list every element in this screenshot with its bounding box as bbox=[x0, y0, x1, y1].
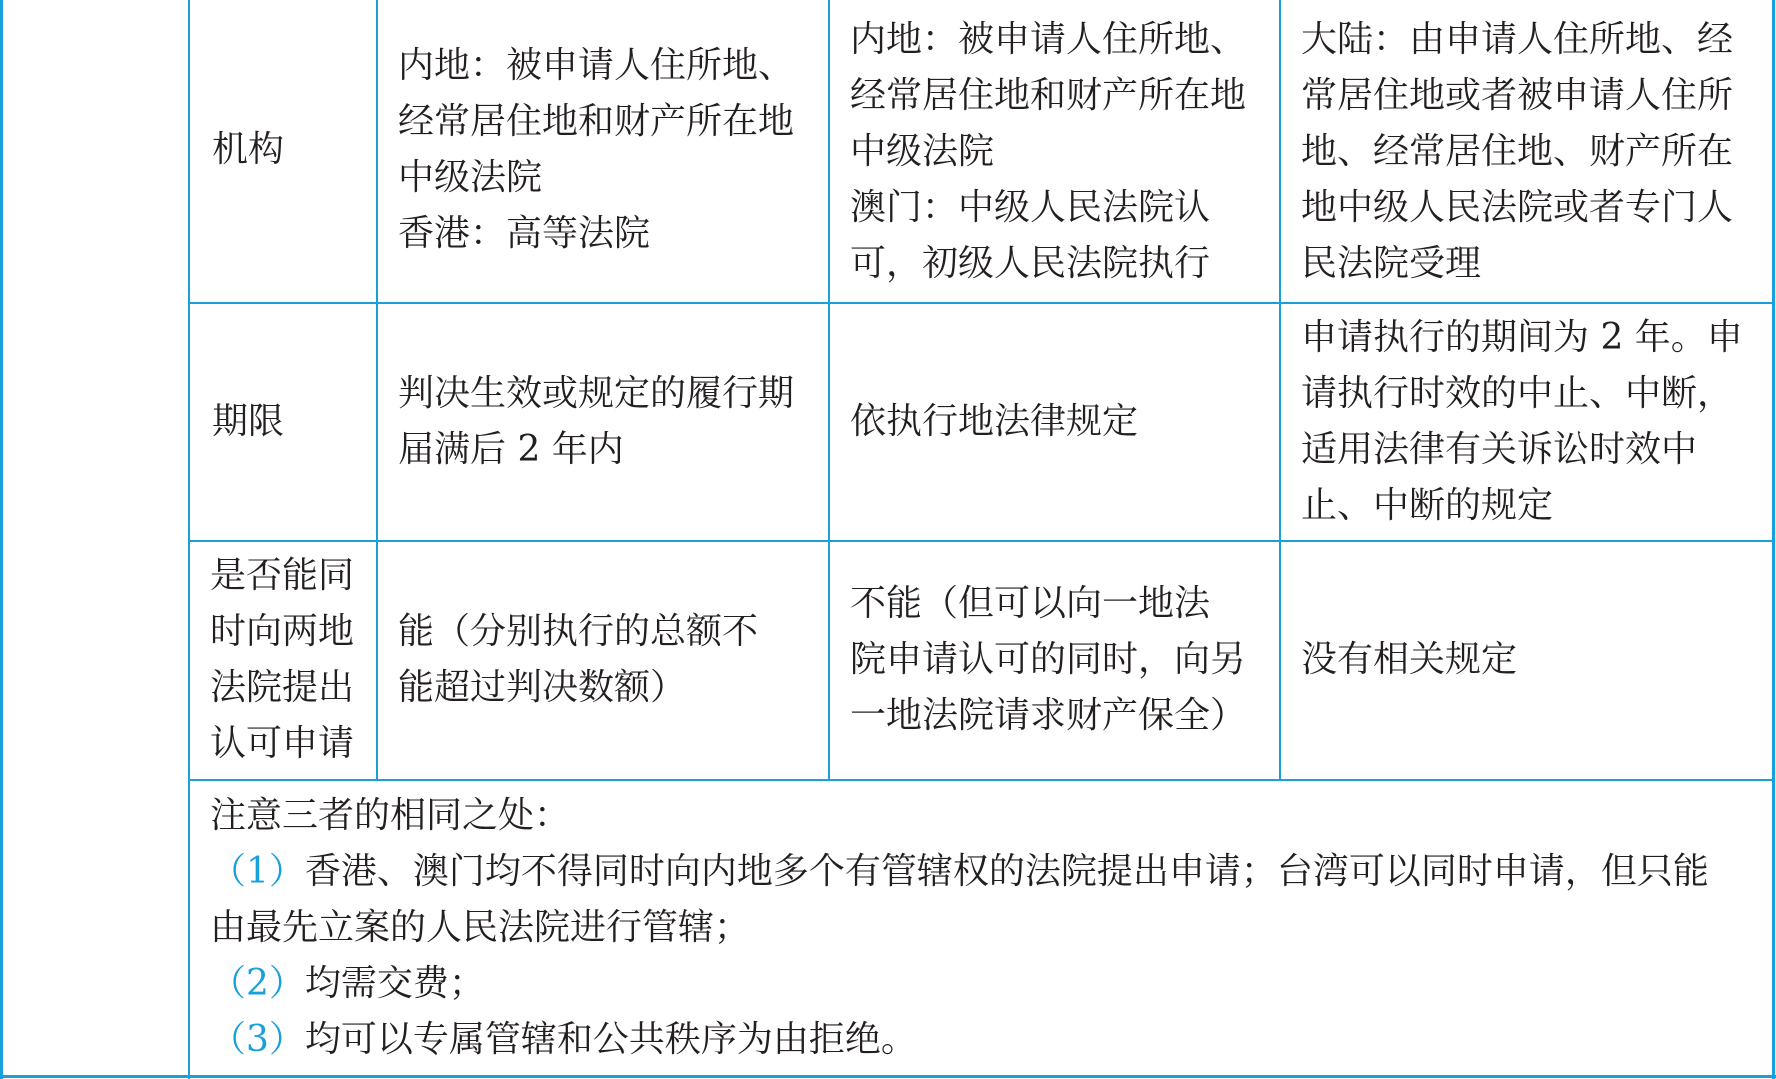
note-item-number: （3） bbox=[210, 1019, 305, 1060]
border-row2 bbox=[188, 540, 1774, 542]
border-row1 bbox=[188, 302, 1774, 304]
note-item-2: （2）均需交费； bbox=[210, 963, 485, 1004]
cell-taiwan-deadline: 申请执行的期间为 2 年。申 请执行时效的中止、中断， 适用法律有关诉讼时效中 止、中断的规定 bbox=[1301, 317, 1743, 526]
note-item-1-cont: 由最先立案的人民法院进行管辖； bbox=[210, 907, 751, 948]
note-item-3: （3）均可以专属管辖和公共秩序为由拒绝。 bbox=[210, 1019, 917, 1060]
cell-macau-deadline: 依执行地法律规定 bbox=[850, 401, 1139, 442]
cell-macau-dual-application: 不能（但可以向一地法 院申请认可的同时，向另 一地法院请求财产保全） bbox=[850, 583, 1247, 736]
cell-macau-institution: 内地：被申请人住所地、 经常居住地和财产所在地 中级法院 澳门：中级人民法院认 可，初级人民法院执行 bbox=[850, 19, 1247, 284]
note-item-1: （1）香港、澳门均不得同时向内地多个有管辖权的法院提出申请；台湾可以同时申请，但只能 bbox=[210, 851, 1709, 892]
border-col3 bbox=[828, 0, 830, 780]
border-col4 bbox=[1279, 0, 1281, 780]
border-left bbox=[0, 0, 3, 1079]
row-label-deadline: 期限 bbox=[212, 401, 285, 442]
cell-hk-deadline: 判决生效或规定的履行期 届满后 2 年内 bbox=[398, 373, 795, 470]
cell-taiwan-dual-application: 没有相关规定 bbox=[1301, 639, 1518, 680]
cell-hk-dual-application: 能（分别执行的总额不 能超过判决数额） bbox=[398, 611, 759, 708]
note-item-number: （1） bbox=[210, 851, 305, 892]
border-row3 bbox=[188, 779, 1774, 781]
row-label-institution: 机构 bbox=[212, 129, 285, 170]
note-item-number: （2） bbox=[210, 963, 305, 1004]
note-section bbox=[210, 788, 1766, 1068]
cell-hk-institution: 内地：被申请人住所地、 经常居住地和财产所在地 中级法院 香港：高等法院 bbox=[398, 45, 795, 254]
cell-taiwan-institution: 大陆：由申请人住所地、经 常居住地或者被申请人住所 地、经常居住地、财产所在 地中级人民法院或者专门人 民法院受理 bbox=[1301, 19, 1734, 284]
row-label-dual-application: 是否能同 时向两地 法院提出 认可申请 bbox=[210, 555, 355, 764]
border-bottom bbox=[0, 1075, 1776, 1078]
note-heading: 注意三者的相同之处： bbox=[210, 795, 571, 836]
border-col2 bbox=[376, 0, 378, 780]
